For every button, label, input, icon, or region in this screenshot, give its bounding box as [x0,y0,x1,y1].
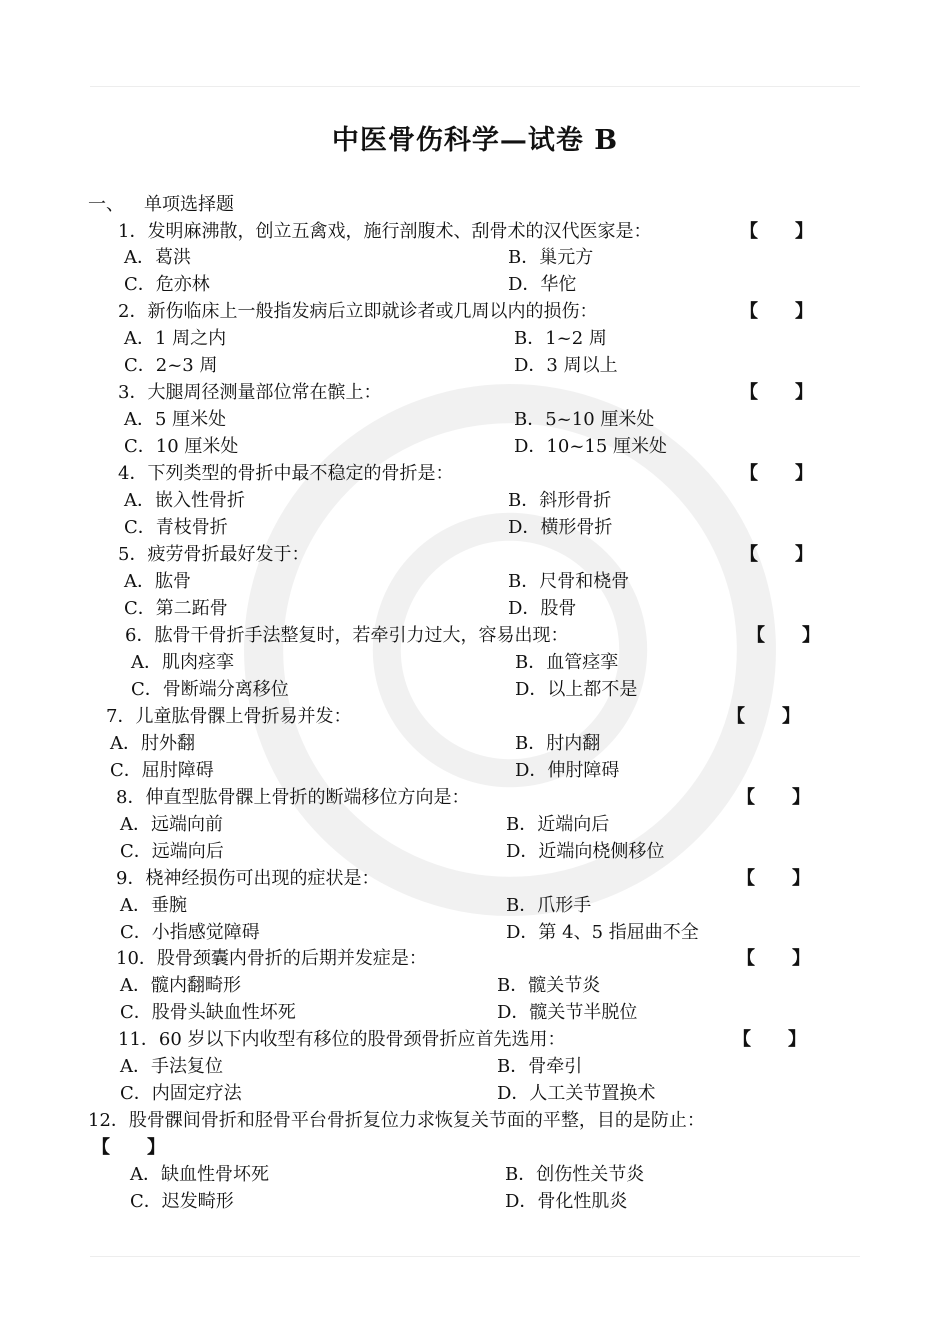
question-2-option-d: D．3 周以上 [514,355,618,376]
section-heading [88,190,234,216]
question-10-answer-bracket-open: 【 [737,948,755,969]
question-11-option-a: A．手法复位 [120,1056,223,1077]
question-6-answer-bracket-open: 【 [747,625,765,646]
question-1-option-a: A．葛洪 [124,247,191,268]
question-3-option-a: A．5 厘米处 [124,409,227,430]
question-8-option-a: A．远端向前 [120,814,223,835]
question-1-text: 1．发明麻沸散，创立五禽戏，施行剖腹术、刮骨术的汉代医家是： [118,221,652,242]
question-9-answer-bracket-open: 【 [737,868,755,889]
question-3-answer-bracket-close: 】 [795,382,813,403]
question-9-option-c: C．小指感觉障碍 [120,922,260,943]
question-7-text: 7．儿童肱骨髁上骨折易并发： [106,706,352,727]
question-2-answer-bracket-close: 】 [795,301,813,322]
question-3-option-b: B．5~10 厘米处 [514,409,655,430]
question-9-text: 9．桡神经损伤可出现的症状是： [116,868,380,889]
question-6-answer-bracket-close: 】 [802,625,820,646]
question-1-answer-bracket-close: 】 [795,221,813,242]
question-10-option-d: D．髋关节半脱位 [497,1002,638,1023]
question-11-option-d: D．人工关节置换术 [497,1083,656,1104]
question-4-text: 4．下列类型的骨折中最不稳定的骨折是： [118,463,454,484]
question-10-answer-bracket-close: 】 [792,948,810,969]
question-6-option-d: D．以上都不是 [515,679,638,700]
question-10-option-b: B．髋关节炎 [497,975,601,996]
question-6-option-c: C．骨断端分离移位 [131,679,289,700]
question-5-answer-bracket-close: 】 [795,544,813,565]
question-5-option-a: A．肱骨 [124,571,191,592]
question-7-option-b: B．肘内翻 [515,733,601,754]
section-number: 一、 [88,194,124,215]
question-8-answer-bracket-open: 【 [737,787,755,808]
question-10-option-c: C．股骨头缺血性坏死 [120,1002,296,1023]
question-9-option-d: D．第 4、5 指屈曲不全 [506,922,699,943]
question-6-option-a: A．肌肉痉挛 [131,652,234,673]
question-7-option-a: A．肘外翻 [110,733,195,754]
question-7-option-c: C．屈肘障碍 [110,760,214,781]
question-11-text: 11．60 岁以下内收型有移位的股骨颈骨折应首先选用： [118,1029,566,1050]
question-12-answer-bracket-open: 【 [92,1137,110,1158]
question-3-option-c: C．10 厘米处 [124,436,239,457]
question-5-answer-bracket-open: 【 [740,544,758,565]
bottom-rule [90,1256,860,1257]
question-4-answer-bracket-close: 】 [795,463,813,484]
question-7-answer-bracket-close: 】 [782,706,800,727]
question-11-answer-bracket-close: 】 [788,1029,806,1050]
question-9-option-b: B．爪形手 [506,895,592,916]
question-2-answer-bracket-open: 【 [740,301,758,322]
question-10-text: 10．股骨颈囊内骨折的后期并发症是： [116,948,427,969]
question-12-option-b: B．创伤性关节炎 [505,1164,645,1185]
question-11-answer-bracket-open: 【 [733,1029,751,1050]
question-6-option-b: B．血管痉挛 [515,652,619,673]
question-2-option-c: C．2~3 周 [124,355,218,376]
question-8-option-b: B．近端向后 [506,814,610,835]
question-2-option-b: B．1~2 周 [514,328,607,349]
question-5-option-c: C．第二跖骨 [124,598,228,619]
question-3-answer-bracket-open: 【 [740,382,758,403]
question-12-option-a: A．缺血性骨坏死 [130,1164,269,1185]
question-1-answer-bracket-open: 【 [740,221,758,242]
page-title: 中医骨伤科学—试卷 B [331,125,619,156]
question-4-option-d: D．横形骨折 [508,517,613,538]
question-12-answer-bracket-close: 】 [147,1137,165,1158]
question-2-option-a: A．1 周之内 [124,328,227,349]
question-12-option-d: D．骨化性肌炎 [505,1191,628,1212]
question-7-option-d: D．伸肘障碍 [515,760,620,781]
question-12-option-c: C．迟发畸形 [130,1191,234,1212]
question-4-option-b: B．斜形骨折 [508,490,612,511]
question-3-text: 3．大腿周径测量部位常在髌上： [118,382,382,403]
section-label: 单项选择题 [144,194,234,215]
question-7-answer-bracket-open: 【 [727,706,745,727]
question-4-answer-bracket-open: 【 [740,463,758,484]
question-8-answer-bracket-close: 】 [792,787,810,808]
question-1-option-c: C．危亦林 [124,274,210,295]
question-12-text: 12．股骨髁间骨折和胫骨平台骨折复位力求恢复关节面的平整，目的是防止： [88,1110,705,1131]
question-9-option-a: A．垂腕 [120,895,187,916]
question-5-text: 5．疲劳骨折最好发于： [118,544,310,565]
question-1-option-b: B．巢元方 [508,247,594,268]
question-11-option-c: C．内固定疗法 [120,1083,242,1104]
question-4-option-a: A．嵌入性骨折 [124,490,245,511]
question-1-option-d: D．华佗 [508,274,577,295]
question-11-option-b: B．骨牵引 [497,1056,583,1077]
question-3-option-d: D．10~15 厘米处 [514,436,668,457]
question-8-text: 8．伸直型肱骨髁上骨折的断端移位方向是： [116,787,470,808]
question-10-option-a: A．髋内翻畸形 [120,975,241,996]
question-2-text: 2．新伤临床上一般指发病后立即就诊者或几周以内的损伤： [118,301,598,322]
question-5-option-b: B．尺骨和桡骨 [508,571,630,592]
question-4-option-c: C．青枝骨折 [124,517,228,538]
question-5-option-d: D．股骨 [508,598,577,619]
question-6-text: 6．肱骨干骨折手法整复时，若牵引力过大，容易出现： [125,625,569,646]
question-8-option-d: D．近端向桡侧移位 [506,841,665,862]
question-8-option-c: C．远端向后 [120,841,224,862]
question-9-answer-bracket-close: 】 [792,868,810,889]
top-rule [90,86,860,87]
